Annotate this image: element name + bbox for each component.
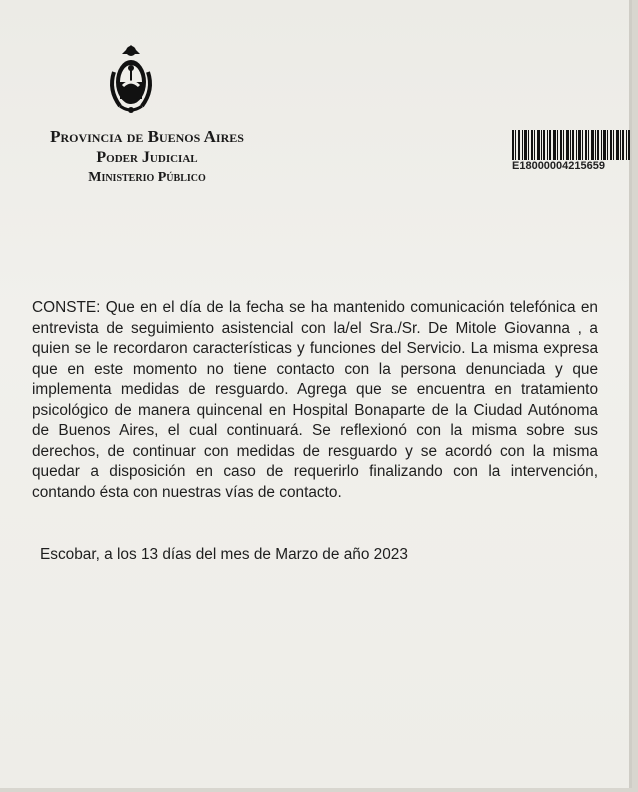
barcode-number: E18000004215659 (512, 160, 605, 172)
institution-header (22, 126, 272, 188)
judicial-power-title: Poder Judicial (96, 149, 198, 166)
barcode-image (512, 130, 630, 160)
public-ministry-title: Ministerio Público (88, 170, 206, 185)
place-and-date: Escobar, a los 13 días del mes de Marzo de año 2023 (40, 546, 408, 563)
coat-of-arms-seal (104, 42, 158, 118)
barcode-block (512, 130, 634, 172)
record-paragraph: CONSTE: Que en el día de la fecha se ha mantenido comunicación telefónica en entrevista de seguimiento asistencial con la/el Sra./Sr. De Mitole Giovanna , a quien se le recordaron características y funciones del Servicio. La misma expresa que en este momento no tiene contacto con la persona denunciada y que implementa medidas de resguardo. Agrega que se encuentra en tratamiento psicológico de manera quincenal en Hospital Bonaparte de la Ciudad Autónoma de Buenos Aires, el cual continuará. Se reflexionó con la misma sobre sus derechos, de continuar con medidas de resguardo y se acordó con la misma quedar a disposición en caso de requerirlo finalizando con la intervención, contando ésta con nuestras vías de contacto. (32, 299, 598, 501)
province-title: Provincia de Buenos Aires (50, 127, 244, 146)
